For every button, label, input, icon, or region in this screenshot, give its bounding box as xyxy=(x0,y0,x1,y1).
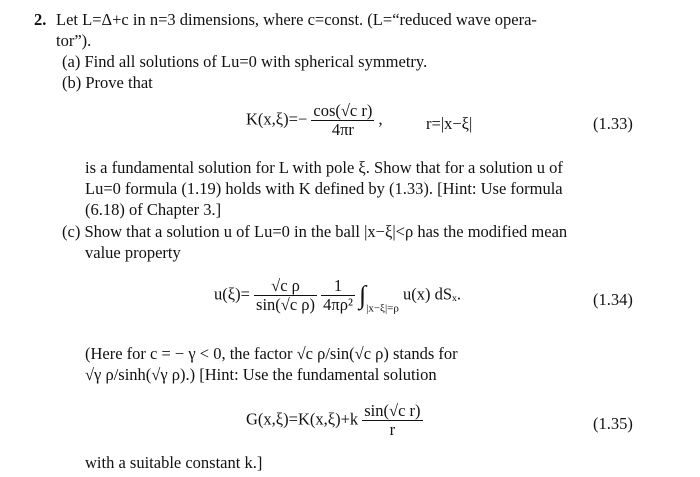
eq134-lhs: u(ξ)= xyxy=(214,284,250,304)
eq133-rhs: r=|x−ξ| xyxy=(426,114,473,133)
equation-1-34 xyxy=(214,277,461,314)
equation-1-35 xyxy=(246,402,423,439)
eq133-lhs: K(x,ξ)=− xyxy=(246,109,308,129)
part-c-text-1: (Here for c = − γ < 0, the factor √c ρ/sin(√c ρ) stands for xyxy=(85,344,458,363)
part-b-text-3: (6.18) of Chapter 3.] xyxy=(85,200,222,219)
intro-line-1: Let L=Δ+c in n=3 dimensions, where c=const. (L=“reduced wave opera- xyxy=(56,10,537,29)
eq133-denominator: 4πr xyxy=(331,120,354,139)
eq133-tag: (1.33) xyxy=(593,114,633,133)
intro-line-2: tor”). xyxy=(56,31,92,50)
eq133-fraction xyxy=(311,102,374,139)
eq135-numerator: sin(√c r) xyxy=(364,401,421,420)
closing-line: with a suitable constant k.] xyxy=(85,453,263,472)
eq134-denominator-2: 4πρ² xyxy=(323,295,353,314)
eq135-fraction xyxy=(362,402,422,439)
part-b-text-1: is a fundamental solution for L with pole ξ. Show that for a solution u of xyxy=(85,158,563,177)
eq134-denominator-1: sin(√c ρ) xyxy=(256,295,316,314)
eq133-comma: , xyxy=(378,109,383,129)
part-b: (b) Prove that xyxy=(62,73,153,92)
eq135-lhs: G(x,ξ)=K(x,ξ)+k xyxy=(246,409,359,429)
eq135-tag: (1.35) xyxy=(593,414,633,433)
part-b-text-2: Lu=0 formula (1.19) holds with K defined by (1.33). [Hint: Use formula xyxy=(85,179,563,198)
part-c-line-2: value property xyxy=(85,243,181,262)
eq134-numerator-1: √c ρ xyxy=(254,277,317,296)
eq134-numerator-2: 1 xyxy=(321,277,355,296)
eq134-fraction-1 xyxy=(254,277,317,314)
eq133-numerator: cos(√c r) xyxy=(313,101,373,120)
eq134-integrand: u(x) dSₓ. xyxy=(403,284,461,304)
eq135-denominator: r xyxy=(389,420,396,439)
part-c-text-2: √γ ρ/sinh(√γ ρ).) [Hint: Use the fundamental solution xyxy=(85,365,437,384)
eq134-fraction-2 xyxy=(321,277,355,314)
part-c-line-1: (c) Show that a solution u of Lu=0 in the ball |x−ξ|<ρ has the modified mean xyxy=(62,222,568,241)
eq134-tag: (1.34) xyxy=(593,290,633,309)
integral-subscript: |x−ξ|=ρ xyxy=(366,302,399,315)
part-a: (a) Find all solutions of Lu=0 with spherical symmetry. xyxy=(62,52,428,71)
problem-number: 2. xyxy=(34,10,47,29)
equation-1-33 xyxy=(246,102,383,139)
integral-sign: ∫ xyxy=(359,280,367,310)
